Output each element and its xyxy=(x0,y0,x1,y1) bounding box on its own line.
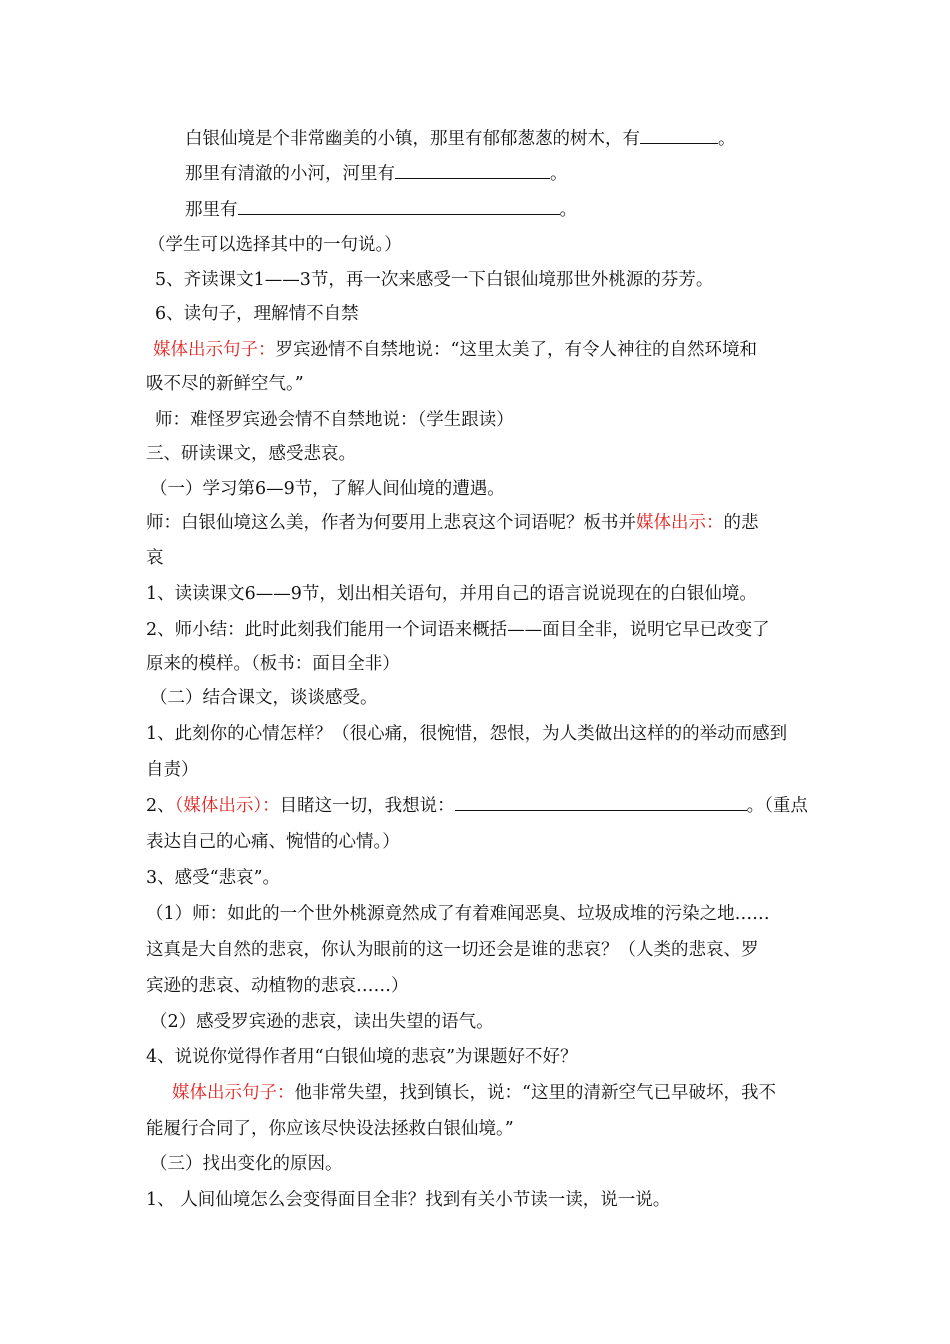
text-line: 这真是大自然的悲哀，你认为眼前的这一切还会是谁的悲哀？（人类的悲哀、罗 xyxy=(146,940,759,960)
text-line: 2、（媒体出示）：目睹这一切，我想说： 。（重点 xyxy=(146,796,808,816)
text-line: 白银仙境是个非常幽美的小镇，那里有郁郁葱葱的树木，有 。 xyxy=(185,129,736,149)
text-line: 媒体出示句子：他非常失望，找到镇长，说：“这里的清新空气已早破坏，我不 xyxy=(172,1083,776,1103)
fill-blank xyxy=(395,162,550,179)
text-line: 师：白银仙境这么美，作者为何要用上悲哀这个词语呢？板书并媒体出示：的悲 xyxy=(146,513,759,533)
text-line: 表达自己的心痛、惋惜的心情。） xyxy=(146,832,400,852)
text-line: 哀 xyxy=(146,548,164,568)
text-line: 自责） xyxy=(146,760,199,780)
text-line: 那里有清澈的小河，河里有 。 xyxy=(185,164,568,184)
text-line: 4、说说你觉得作者用“白银仙境的悲哀”为课题好不好？ xyxy=(146,1047,578,1067)
text-line: 师：难怪罗宾逊会情不自禁地说：（学生跟读） xyxy=(155,410,514,430)
text-line: 媒体出示句子：罗宾逊情不自禁地说：“这里太美了，有令人神往的自然环境和 xyxy=(153,340,757,360)
section-heading: 三、研读课文，感受悲哀。 xyxy=(146,444,356,464)
subsection-heading: （一）学习第6—9节，了解人间仙境的遭遇。 xyxy=(150,479,505,499)
text-line: 那里有 。 xyxy=(185,200,577,220)
text-line: （1）师：如此的一个世外桃源竟然成了有着难闻恶臭、垃圾成堆的污染之地…… xyxy=(146,904,770,924)
text-line: 3、感受“悲哀”。 xyxy=(146,868,281,888)
text-line: 宾逊的悲哀、动植物的悲哀……） xyxy=(146,976,409,996)
text-line: （2）感受罗宾逊的悲哀，读出失望的语气。 xyxy=(150,1012,494,1032)
media-label: （媒体出示）： xyxy=(174,796,280,816)
text-line: 吸不尽的新鲜空气。” xyxy=(146,374,304,394)
text-line: 能履行合同了，你应该尽快设法拯救白银仙境。” xyxy=(146,1119,514,1139)
fill-blank xyxy=(455,794,747,811)
media-label: 媒体出示句子： xyxy=(172,1083,295,1103)
subsection-heading: （三）找出变化的原因。 xyxy=(150,1154,343,1174)
fill-blank xyxy=(640,127,718,144)
text-line: 1、读读课文6——9节，划出相关语句，并用自己的语言说说现在的白银仙境。 xyxy=(146,584,757,604)
media-label: 媒体出示： xyxy=(636,513,724,533)
text-line: 原来的模样。（板书：面目全非） xyxy=(146,654,400,674)
text-line: 6、读句子，理解情不自禁 xyxy=(155,304,359,324)
media-label: 媒体出示句子： xyxy=(153,340,276,360)
text-line: 2、师小结：此时此刻我们能用一个词语来概括——面目全非，说明它早已改变了 xyxy=(146,620,770,640)
fill-blank xyxy=(238,198,560,215)
text-line: 5、齐读课文1——3节，再一次来感受一下白银仙境那世外桃源的芬芳。 xyxy=(155,270,714,290)
text-line: （学生可以选择其中的一句说。） xyxy=(148,235,402,255)
subsection-heading: （二）结合课文，谈谈感受。 xyxy=(150,688,378,708)
text-line: 1、此刻你的心情怎样？（很心痛，很惋惜，怨恨，为人类做出这样的的举动而感到 xyxy=(146,724,788,744)
text-line: 1、 人间仙境怎么会变得面目全非？找到有关小节读一读，说一说。 xyxy=(146,1190,671,1210)
